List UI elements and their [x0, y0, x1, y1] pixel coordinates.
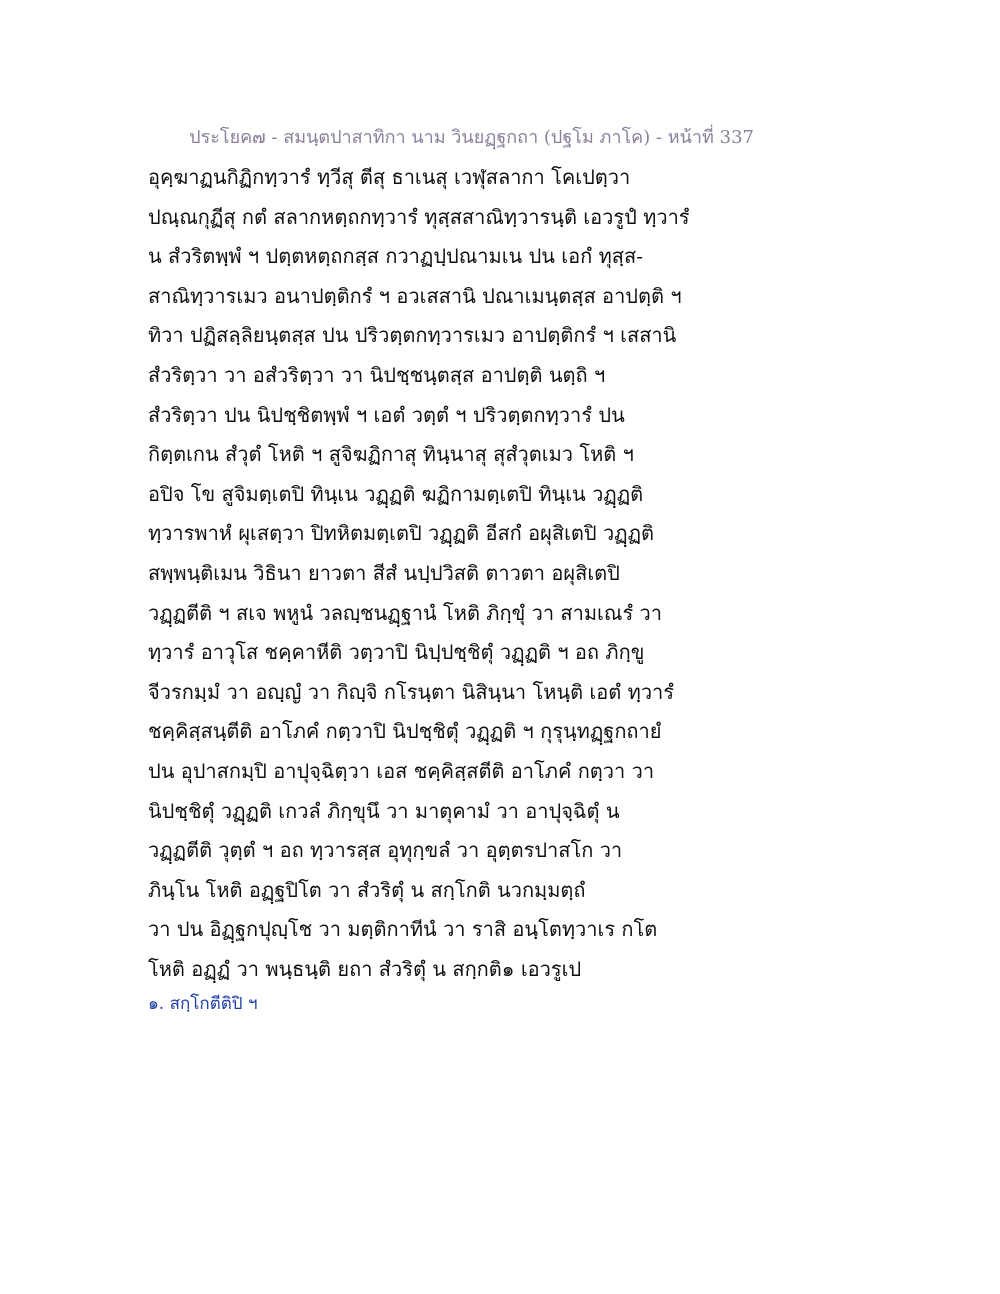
text-line: นิปชฺชิตุํ วฏฺฏติ เกวลํ ภิกฺขุนึ วา มาตุคามํ วา อาปุจฺฉิตุํ น [148, 798, 620, 823]
text-line: ปณฺณกุฏีสุ กตํ สลากหตฺถกทฺวารํ ทุสฺสสาณิทฺวารนฺติ เอวรูปํ ทฺวารํ [148, 204, 690, 229]
text-line: อุคฺฆาฏนกิฏิกทฺวารํ ทฺวีสุ ตีสุ ธาเนสุ เวฬุสลากา โคเปตฺวา [148, 165, 631, 189]
text-line: ทิวา ปฏิสลฺลิยนฺตสฺส ปน ปริวตฺตกทฺวารเมว อาปตฺติกรํ ฯ เสสานิ [148, 323, 677, 348]
text-line: สาณิทฺวารเมว อนาปตฺติกรํ ฯ อวเสสานิ ปณาเมนฺตสฺส อาปตฺติ ฯ [148, 283, 682, 308]
text-line: สํวริตฺวา ปน นิปชฺชิตพฺพํ ฯ เอตํ วตฺตํ ฯ ปริวตฺตกทฺวารํ ปน [148, 402, 625, 427]
page-header: ประโยค๗ - สมนฺตปาสาทิกา นาม วินยฏฺฐกถา (ปฐโม ภาโค) - หน้าที่ 337 [189, 127, 754, 148]
text-line: วฏฺฏตีติ ฯ สเจ พหูนํ วลญฺชนฏฺฐานํ โหติ ภิกฺขุํ วา สามเณรํ วา [148, 600, 663, 625]
text-line: กิตฺตเกน สํวุตํ โหติ ฯ สูจิฆฏิกาสุ ทินฺนาสุ สุสํวุตเมว โหติ ฯ [148, 442, 634, 467]
text-line: น สํวริตพฺพํ ฯ ปตฺตหตฺถกสฺส กวาฏปฺปณามเน ปน เอกํ ทุสฺส- [148, 244, 643, 269]
text-line: จีวรกมฺมํ วา อญฺญํ วา กิญฺจิ กโรนฺตา นิสินฺนา โหนฺติ เอตํ ทฺวารํ [148, 679, 675, 704]
text-line: ภินฺโน โหติ อฏฺฐปิโต วา สํวริตุํ น สกฺโกติ นวกมฺมตฺถํ [148, 877, 586, 902]
text-line: สํวริตฺวา วา อสํวริตฺวา วา นิปชฺชนฺตสฺส อาปตฺติ นตฺถิ ฯ [148, 362, 606, 387]
footnote: ๑. สกฺโกตีติปิ ฯ [148, 994, 258, 1014]
text-line: วา ปน อิฏฺฐกปุญฺโช วา มตฺติกาทีนํ วา ราสิ อนฺโตทฺวาเร กโต [148, 917, 658, 942]
text-line: ชคฺคิสฺสนฺตีติ อาโภคํ กตฺวาปิ นิปชฺชิตุํ วฏฺฏติ ฯ กุรุนฺทฏฺฐกถายํ [148, 719, 662, 744]
text-line: วฏฺฏตีติ วุตฺตํ ฯ อถ ทฺวารสฺส อุทุกฺขลํ วา อุตฺตรปาสโก วา [148, 838, 623, 863]
text-line: ปน อุปาสกมฺปิ อาปุจฺฉิตฺวา เอส ชคฺคิสฺสตีติ อาโภคํ กตฺวา วา [148, 758, 655, 783]
body-text [148, 158, 708, 989]
text-line: อปิจ โข สูจิมตฺเตปิ ทินฺเน วฏฺฏติ ฆฏิกามตฺเตปิ ทินฺเน วฏฺฏติ [148, 481, 644, 506]
text-line: ทฺวารพาหํ ผุเสตฺวา ปิทหิตมตฺเตปิ วฏฺฏติ อีสกํ อผุสิเตปิ วฏฺฏติ [148, 521, 655, 546]
text-line: สพฺพนฺติเมน วิธินา ยาวตา สีสํ นปฺปวิสติ ตาวตา อผุสิเตปิ [148, 560, 620, 585]
text-line: โหติ อฏฺฏํ วา พนฺธนฺติ ยถา สํวริตุํ น สกฺกติ๑ เอวรูเป [148, 956, 582, 981]
text-line: ทฺวารํ อาวุโส ชคฺคาหีติ วตฺวาปิ นิปฺปชฺชิตุํ วฏฺฏติ ฯ อถ ภิกฺขู [148, 640, 645, 665]
